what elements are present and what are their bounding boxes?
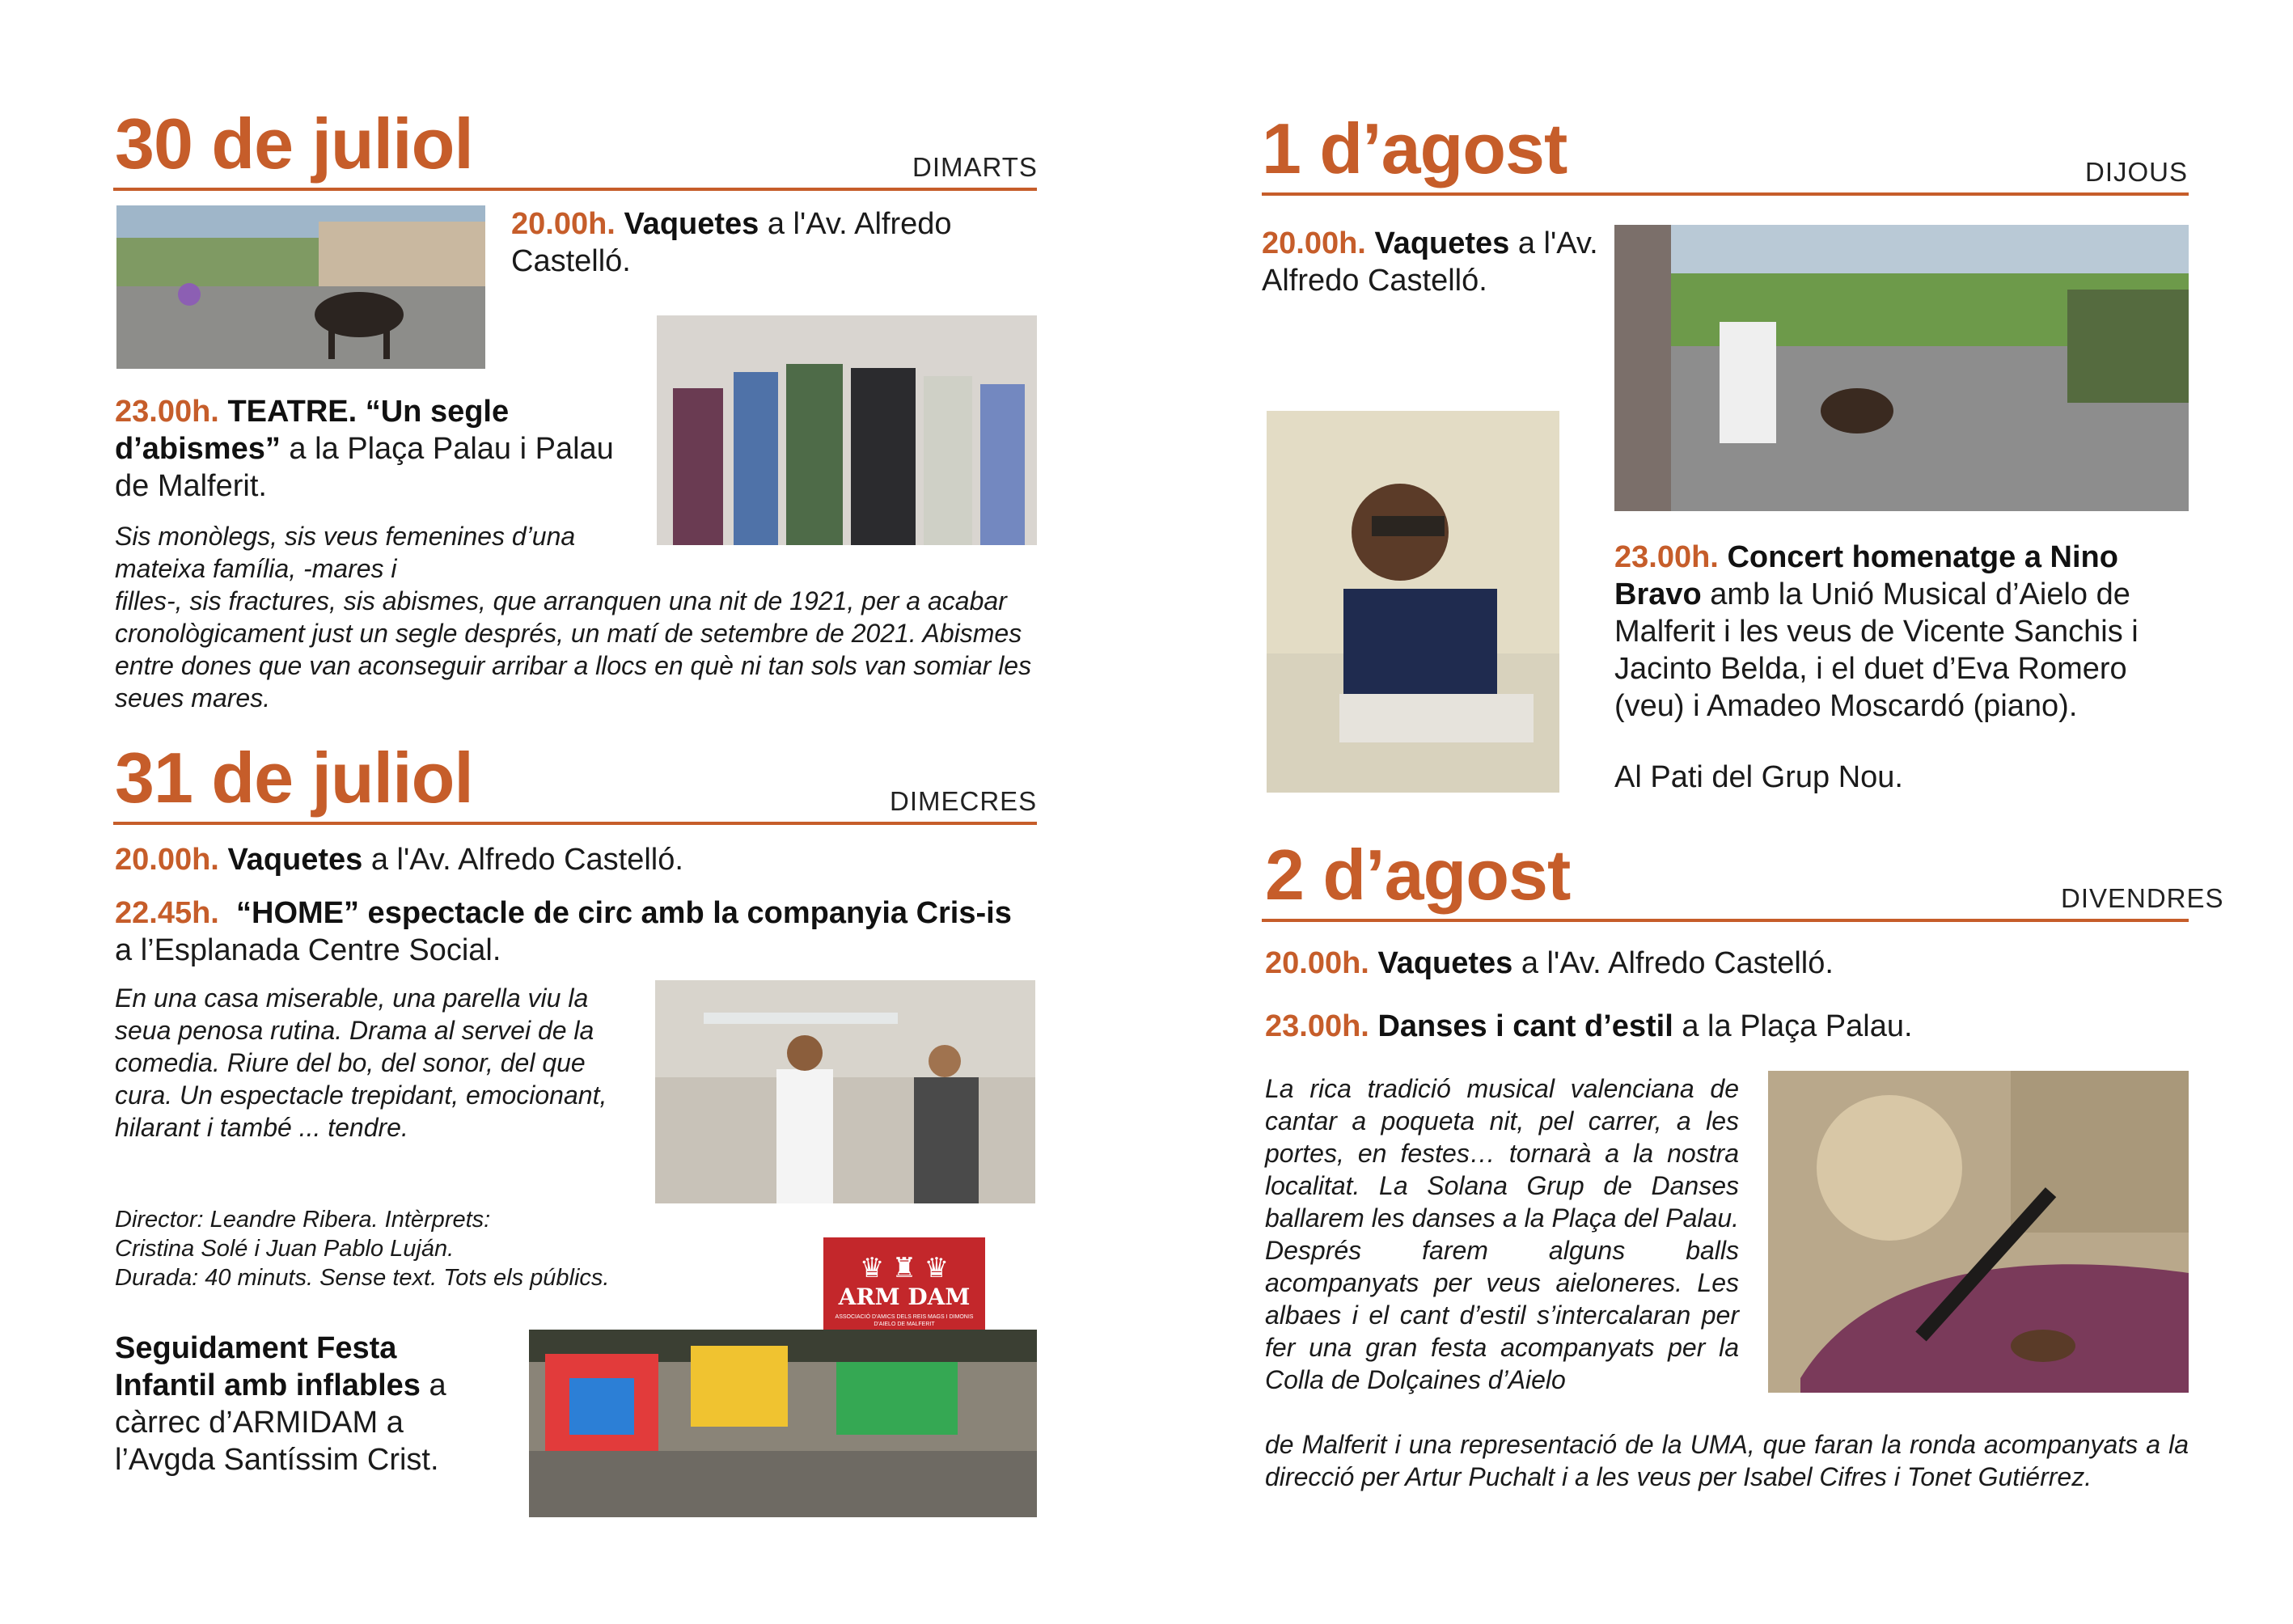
photo-bull-running-crowd xyxy=(1614,225,2189,511)
divider xyxy=(1262,192,2189,196)
concert-venue: Al Pati del Grup Nou. xyxy=(1614,760,1903,794)
credits-line: Durada: 40 minuts. Sense text. Tots els públics. xyxy=(115,1265,610,1291)
credits-line: Cristina Solé i Juan Pablo Luján. xyxy=(115,1236,455,1262)
date-heading-30-juliol: 30 de juliol xyxy=(115,104,473,184)
date-heading-31-juliol: 31 de juliol xyxy=(115,738,473,818)
logo-wordmark: ARM DAM xyxy=(838,1284,971,1310)
danses-description-part2: de Malferit i una representació de la UMA, que faran la ronda acompanyats a la direcció per Artur Puchalt i a les veus per Isabel Cifres i Tonet Gutiérrez. xyxy=(1265,1430,2189,1491)
divider xyxy=(113,188,1037,191)
date-heading-2-agost: 2 d’agost xyxy=(1265,835,1571,915)
event-danses: 23.00h. Danses i cant d’estil a la Plaça Palau. xyxy=(1265,1009,1913,1043)
credits-line: Director: Leandre Ribera. Intèrprets: xyxy=(115,1207,491,1233)
event-vaquetes-2: 20.00h. Vaquetes a l'Av. Alfredo Castelló. xyxy=(1265,946,1834,980)
weekday-dimarts: DIMARTS xyxy=(912,152,1038,182)
photo-inflatables-crowd xyxy=(529,1330,1037,1517)
event-concert-nino-bravo: 23.00h. Concert homenatge a Nino Bravo amb la Unió Musical d’Aielo de Malferit i les veus de Vicente Sanchis i Jacinto Belda, i el duet d’Eva Romero (veu) i Amadeo Moscardó (piano). xyxy=(1614,540,2139,723)
event-vaquetes-30: 20.00h. Vaquetes a l'Av. Alfredo Castelló. xyxy=(511,207,952,278)
photo-circus-performers xyxy=(655,980,1035,1203)
weekday-divendres: DIVENDRES xyxy=(2061,883,2224,913)
photo-dolcaina-instrument xyxy=(1768,1071,2189,1393)
circ-description: En una casa miserable, una parella viu la seua penosa rutina. Drama al servei de la comedia. Riure del bo, del sonor, del que cura. Un espectacle trepidant, emocionant, hilarant i també ... tendre. xyxy=(115,983,607,1142)
photo-theatre-women xyxy=(657,315,1037,545)
teatre-description-part1: Sis monòlegs, sis veus femenines d’una mateixa família, -mares i xyxy=(115,522,576,583)
event-vaquetes-31: 20.00h. Vaquetes a l'Av. Alfredo Castelló. xyxy=(115,843,683,877)
weekday-dimecres: DIMECRES xyxy=(890,786,1038,816)
event-vaquetes-1: 20.00h. Vaquetes a l'Av. Alfredo Castelló. xyxy=(1262,226,1598,298)
divider xyxy=(113,822,1037,825)
divider xyxy=(1262,919,2189,922)
event-circ-home: 22.45h. “HOME” espectacle de circ amb la companyia Cris-is a l’Esplanada Centre Social. xyxy=(115,896,1012,967)
teatre-description-part2: filles-, sis fractures, sis abismes, que arranquen una nit de 1921, per a acabar cronològicament just un segle després, un matí de setembre de 2021. Abismes entre dones que van aconseguir arribar a llocs en què ni tan sols van somiar les seues mares. xyxy=(115,586,1032,713)
danses-description-part1: La rica tradició musical valenciana de cantar a poqueta nit, pel carrer, a les portes, en festes… tornarà a la nostra localitat. La Solana Grup de Danses ballarem les danses a la Plaça del Palau. Després farem alguns balls acompanyats per veus aieloneres. Les albaes i el cant d’estil s’intercalaran per fer una gran festa acompanyats per la Colla de Dolçaines d’Aielo xyxy=(1265,1074,1739,1394)
armidam-logo xyxy=(823,1237,985,1336)
date-heading-1-agost: 1 d’agost xyxy=(1262,108,1567,188)
weekday-dijous: DIJOUS xyxy=(2085,157,2189,187)
logo-subtitle: ASSOCIACIÓ D'AMICS DELS REIS MAGS I DIMONIS D'AIELO DE MALFERIT xyxy=(835,1314,974,1327)
event-teatre: 23.00h. TEATRE. “Un segle d’abismes” a la Plaça Palau i Palau de Malferit. xyxy=(115,395,614,503)
crown-icon: ♛ ♜ ♛ xyxy=(859,1253,950,1284)
circ-credits xyxy=(115,1205,730,1292)
photo-nino-bravo xyxy=(1267,411,1559,793)
event-festa-infantil: Seguidament Festa Infantil amb inflables a càrrec d’ARMIDAM a l’Avgda Santíssim Crist. xyxy=(115,1331,446,1477)
photo-bull-street xyxy=(116,205,485,369)
